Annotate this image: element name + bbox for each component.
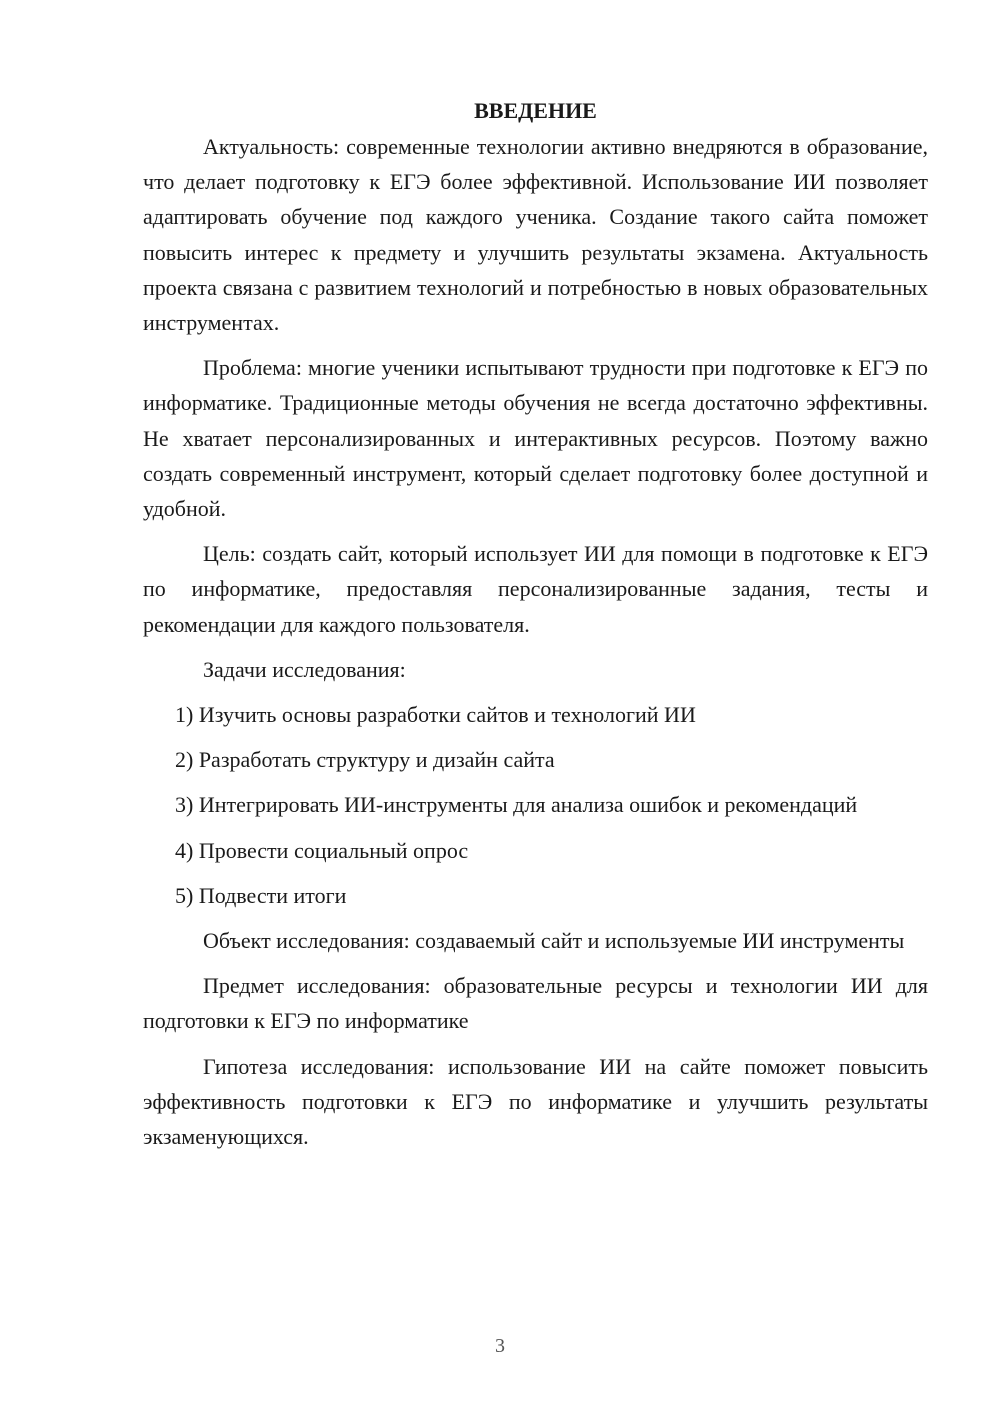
problem-paragraph: Проблема: многие ученики испытывают трудности при подготовке к ЕГЭ по информатике. Традиционные методы обучения не всегда достаточно эффективны. Не хватает персонализированных и интерактивных ресурсов. Поэтому важно создать современный инструмент, который сделает подготовку более доступной и удобной. [143, 355, 928, 522]
task-item-1: 1) Изучить основы разработки сайтов и технологий ИИ [175, 702, 696, 728]
relevance-paragraph: Актуальность: современные технологии активно внедряются в образование, что делает подготовку к ЕГЭ более эффективной. Использование ИИ позволяет адаптировать обучение под каждого ученика. Создание такого сайта поможет повысить интерес к предмету и улучшить результаты экзамена. Актуальность проекта связана с развитием технологий и потребностью в новых образовательных инструментах. [143, 134, 928, 336]
section-heading: ВВЕДЕНИЕ [474, 98, 597, 123]
goal-paragraph: Цель: создать сайт, который использует ИИ для помощи в подготовке к ЕГЭ по информатике, предоставляя персонализированные задания, тесты и рекомендации для каждого пользователя. [143, 541, 928, 637]
task-item-4: 4) Провести социальный опрос [175, 837, 469, 863]
subject-paragraph: Предмет исследования: образовательные ресурсы и технологии ИИ для подготовки к ЕГЭ по информатике [143, 973, 928, 1034]
task-item-2: 2) Разработать структуру и дизайн сайта [175, 747, 555, 773]
tasks-title: Задачи исследования: [203, 656, 406, 682]
hypothesis-paragraph: Гипотеза исследования: использование ИИ на сайте поможет повысить эффективность подготовки к ЕГЭ по информатике и улучшить результаты экзаменующихся. [143, 1053, 928, 1150]
task-item-3: 3) Интегрировать ИИ-инструменты для анализа ошибок и рекомендаций [175, 792, 858, 818]
object-paragraph: Объект исследования: создаваемый сайт и используемые ИИ инструменты [203, 928, 905, 954]
task-item-5: 5) Подвести итоги [175, 882, 347, 908]
page-number: 3 [495, 1335, 505, 1357]
document-page [143, 95, 928, 1154]
